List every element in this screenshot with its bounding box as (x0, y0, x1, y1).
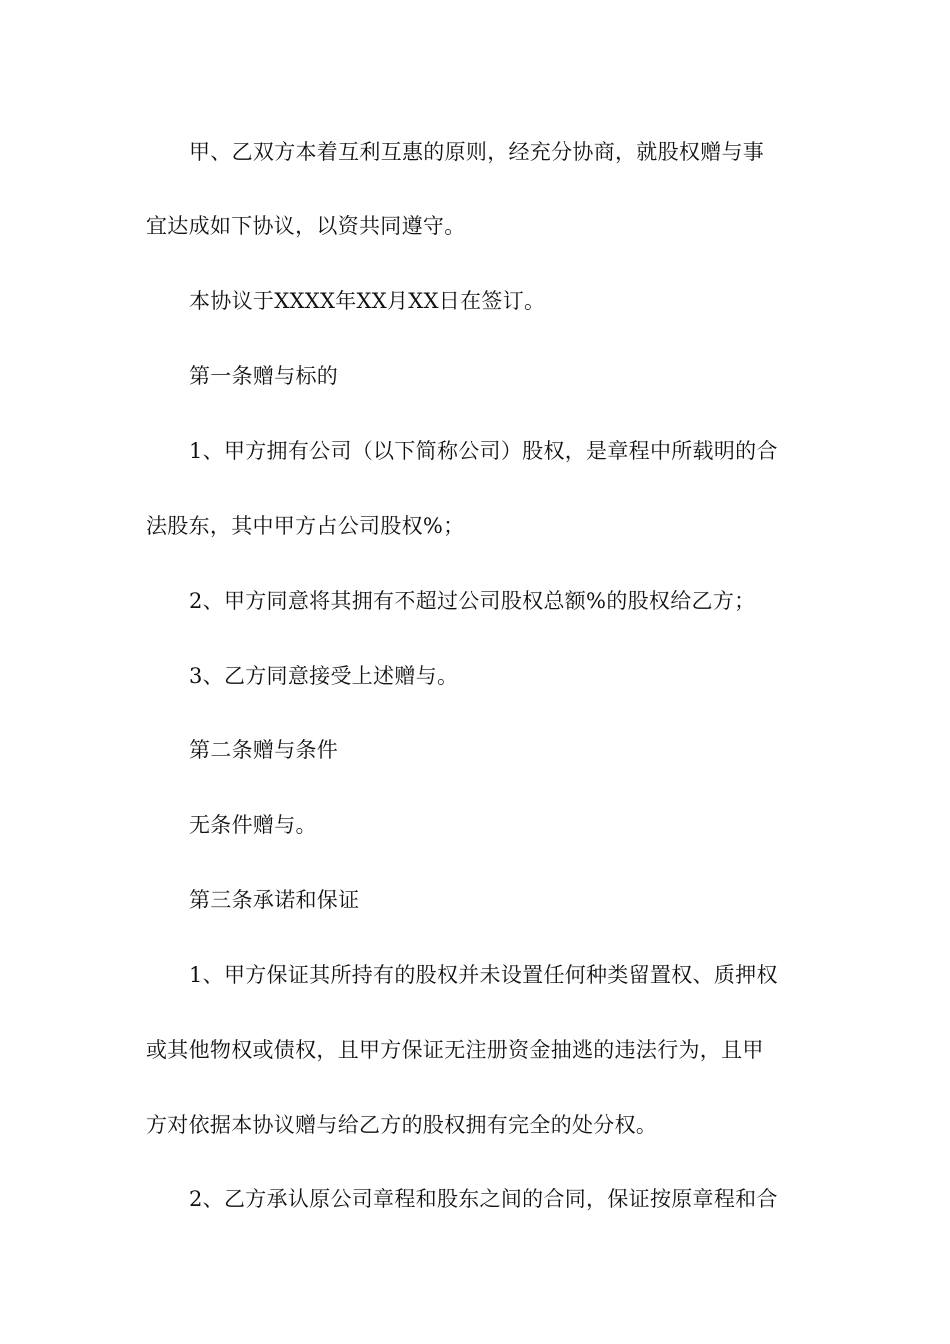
article-1-heading: 第一条赠与标的 (189, 364, 339, 388)
paragraph-intro-line-1: 甲、乙双方本着互利互惠的原则，经充分协商，就股权赠与事 (189, 140, 765, 164)
paragraph-signing-date: 本协议于XXXX年XX月XX日在签订。 (189, 289, 546, 313)
article-3-item-1-line-3: 方对依据本协议赠与给乙方的股权拥有完全的处分权。 (146, 1113, 658, 1137)
paragraph-intro-line-2: 宜达成如下协议，以资共同遵守。 (146, 214, 466, 238)
article-1-item-2: 2、甲方同意将其拥有不超过公司股权总额%的股权给乙方； (189, 589, 756, 613)
article-1-item-1-line-1: 1、甲方拥有公司（以下简称公司）股权，是章程中所载明的合 (189, 439, 778, 463)
article-1-item-3: 3、乙方同意接受上述赠与。 (189, 664, 459, 688)
article-2-heading: 第二条赠与条件 (189, 738, 339, 762)
article-3-item-1-line-1: 1、甲方保证其所持有的股权并未设置任何种类留置权、质押权 (189, 963, 778, 987)
article-2-body: 无条件赠与。 (189, 813, 317, 837)
article-3-item-2-line-1: 2、乙方承认原公司章程和股东之间的合同，保证按原章程和合 (189, 1187, 778, 1211)
article-3-heading: 第三条承诺和保证 (189, 888, 360, 912)
article-3-item-1-line-2: 或其他物权或债权，且甲方保证无注册资金抽逃的违法行为，且甲 (146, 1038, 764, 1062)
article-1-item-1-line-2: 法股东，其中甲方占公司股权%； (146, 514, 465, 538)
